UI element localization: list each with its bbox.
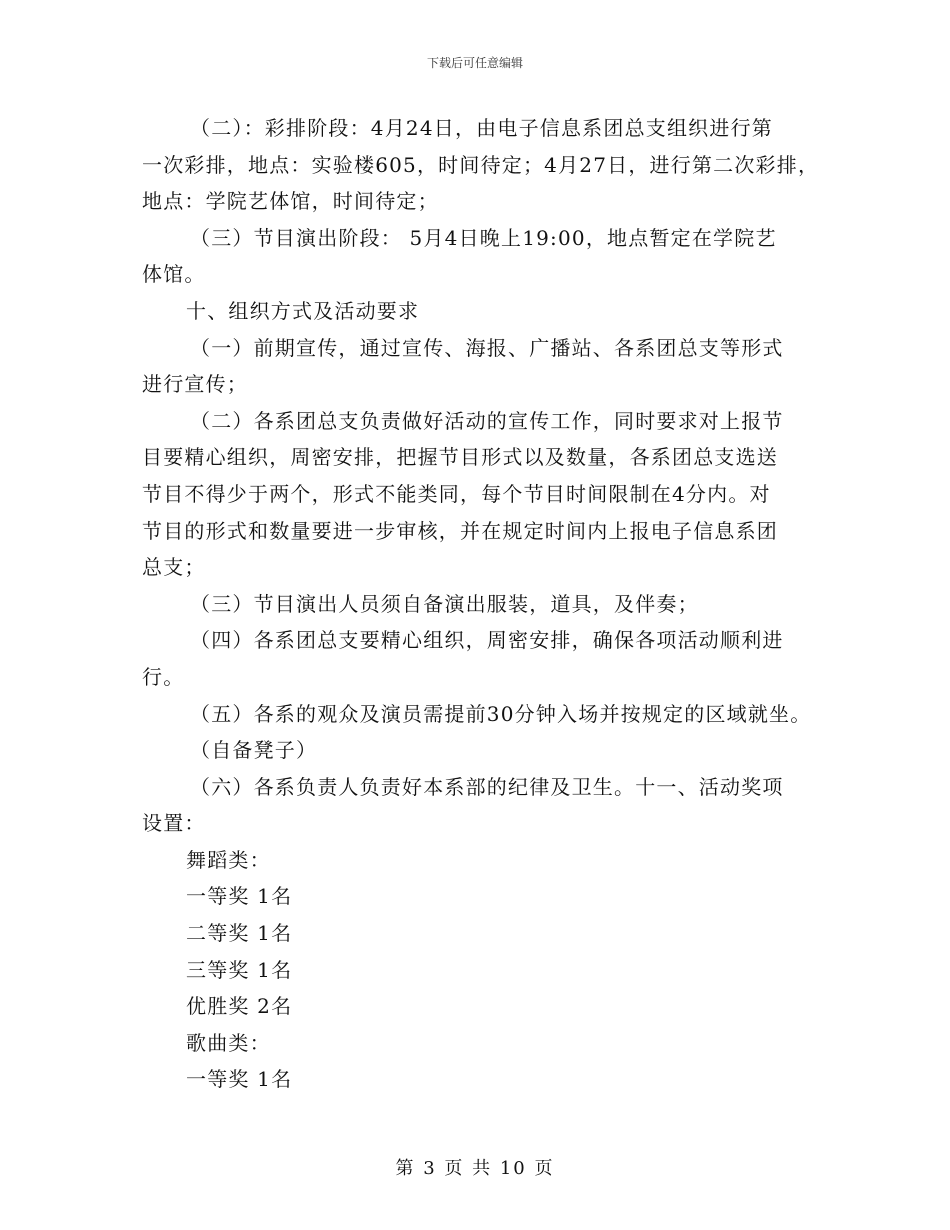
section-heading: 十、组织方式及活动要求 [186, 298, 420, 323]
page-footer: 第 3 页 共 10 页 [395, 1158, 555, 1179]
award-item: 一等奖 1名 [186, 1067, 293, 1092]
paragraph-line: （一）前期宣传，通过宣传、海报、广播站、各系团总支等形式 [190, 335, 784, 360]
paragraph-line: 体馆。 [142, 262, 206, 287]
award-category: 舞蹈类： [186, 847, 271, 872]
paragraph-line: 进行宣传； [142, 372, 248, 397]
award-category: 歌曲类： [186, 1030, 271, 1055]
paragraph-line: 节目不得少于两个，形式不能类同，每个节目时间限制在4分内。对 [142, 481, 771, 506]
paragraph-line: （六）各系负责人负责好本系部的纪律及卫生。十一、活动奖项 [190, 774, 784, 799]
paragraph-line: 目要精心组织，周密安排，把握节目形式以及数量，各系团总支选送 [142, 445, 778, 470]
award-item: 一等奖 1名 [186, 884, 293, 909]
paragraph-line: 总支； [142, 555, 206, 580]
paragraph-line: （五）各系的观众及演员需提前30分钟入场并按规定的区域就坐。 [190, 701, 812, 726]
award-item: 三等奖 1名 [186, 957, 293, 982]
paragraph-line: （三）节目演出人员须自备演出服装，道具，及伴奏； [190, 591, 699, 616]
paragraph-line: （二）：彩排阶段：4月24日，由电子信息系团总支组织进行第 [190, 116, 773, 140]
paragraph-line: （二）各系团总支负责做好活动的宣传工作，同时要求对上报节 [190, 408, 784, 433]
paragraph-line: 行。 [142, 664, 185, 689]
paragraph-line: 一次彩排，地点：实验楼605，时间待定；4月27日，进行第二次彩排， [142, 152, 820, 177]
award-item: 二等奖 1名 [186, 921, 293, 946]
paragraph-line: 设置： [142, 811, 206, 836]
page-header: 下载后可任意编辑 [426, 56, 523, 70]
award-item: 优胜奖 2名 [186, 994, 293, 1019]
paragraph-line: 地点：学院艺体馆，时间待定； [142, 189, 439, 214]
paragraph-line: （四）各系团总支要精心组织，周密安排，确保各项活动顺利进 [190, 628, 784, 653]
paragraph-line: 节目的形式和数量要进一步审核，并在规定时间内上报电子信息系团 [142, 518, 778, 543]
paragraph-line: （三）节目演出阶段： 5月4日晚上19:00，地点暂定在学院艺 [190, 225, 777, 250]
document-body [142, 110, 832, 1098]
paragraph-line: （自备凳子） [190, 738, 318, 763]
